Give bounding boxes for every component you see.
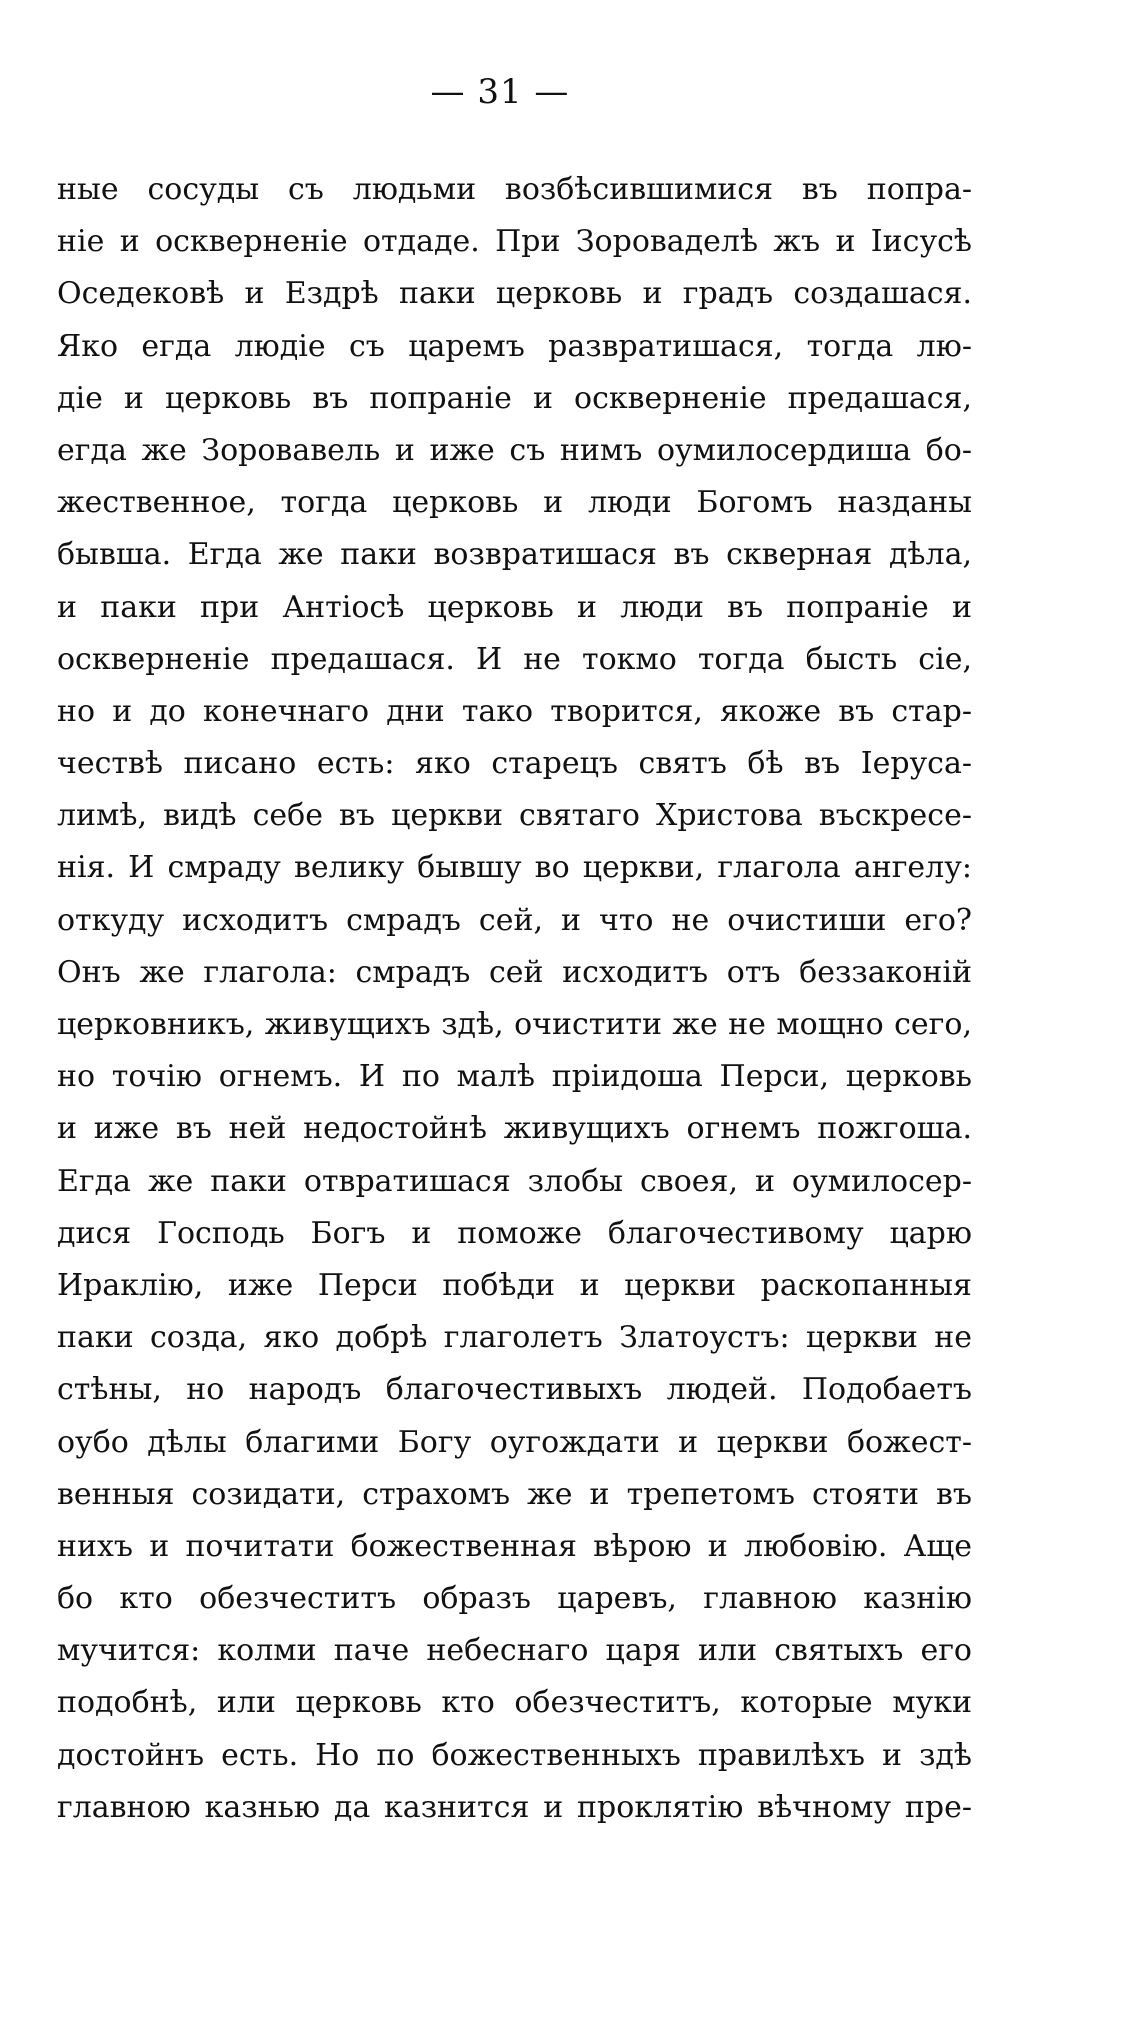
text-line: Оседековѣ и Ездрѣ паки церковь и градъ создашася. [57, 276, 972, 312]
text-line: бывша. Егда же паки возвратишася въ скверная дѣла, [57, 537, 972, 573]
text-line: главною казнью да казнится и проклятію вѣчному пре- [57, 1789, 972, 1825]
text-line: ные сосуды съ людьми возбѣсившимися въ попра- [57, 172, 972, 207]
text-line: Ираклію, иже Перси побѣди и церкви раскопанныя [57, 1267, 972, 1303]
text-line: паки созда, яко добрѣ глаголетъ Златоустъ: церкви не [57, 1320, 972, 1356]
page-number: — 31 — [430, 72, 570, 112]
text-line: оскверненіе предашася. И не токмо тогда бысть сіе, [57, 641, 972, 677]
text-line: оубо дѣлы благими Богу оугождати и церкви божест- [57, 1424, 972, 1460]
text-line: жественное, тогда церковь и люди Богомъ назданы [57, 485, 972, 521]
text-line: лимѣ, видѣ себе въ церкви святаго Христова въскресе- [57, 798, 972, 834]
text-line: нихъ и почитати божественная вѣрою и любовію. Аще [57, 1528, 972, 1564]
text-line: стѣны, но народъ благочестивыхъ людей. Подобаетъ [57, 1372, 972, 1408]
text-line: чествѣ писано есть: яко старецъ святъ бѣ въ Іеруса- [57, 746, 972, 782]
text-line: но точію огнемъ. И по малѣ пріидоша Перси, церковь [57, 1059, 972, 1095]
text-line: Яко егда людіе съ царемъ развратишася, тогда лю- [57, 328, 972, 364]
text-line: мучится: колми паче небеснаго царя или святыхъ его [57, 1633, 972, 1669]
text-line: венныя созидати, страхомъ же и трепетомъ стояти въ [57, 1476, 972, 1512]
text-line: егда же Зоровавель и иже съ нимъ оумилосердиша бо- [57, 432, 972, 468]
text-line: и паки при Антіосѣ церковь и люди въ попраніе и [57, 589, 972, 625]
body-text [57, 164, 972, 1834]
text-line: бо кто обезчеститъ образъ царевъ, главною казнію [57, 1581, 972, 1617]
text-line: нія. И смраду велику бывшу во церкви, глагола ангелу: [57, 850, 972, 886]
text-line: достойнъ есть. Но по божественныхъ правилѣхъ и здѣ [57, 1737, 972, 1773]
text-line: дися Господь Богъ и поможе благочестивому царю [57, 1215, 972, 1251]
text-line: откуду исходитъ смрадъ сей, и что не очистиши его? [57, 902, 972, 938]
text-line: церковникъ, живущихъ здѣ, очистити же не мощно сего, [57, 1007, 972, 1042]
text-line: діе и церковь въ попраніе и оскверненіе предашася, [57, 380, 972, 416]
text-line: ніе и оскверненіе отдаде. При Зороваделѣ жъ и Іисусѣ [57, 224, 972, 260]
text-line: и иже въ ней недостойнѣ живущихъ огнемъ пожгоша. [57, 1111, 972, 1147]
text-line: Онъ же глагола: смрадъ сей исходитъ отъ беззаконій [57, 954, 972, 990]
text-line: Егда же паки отвратишася злобы своея, и оумилосер- [57, 1163, 972, 1199]
text-line: подобнѣ, или церковь кто обезчеститъ, которые муки [57, 1685, 972, 1721]
text-line: но и до конечнаго дни тако творится, якоже въ стар- [57, 693, 972, 729]
